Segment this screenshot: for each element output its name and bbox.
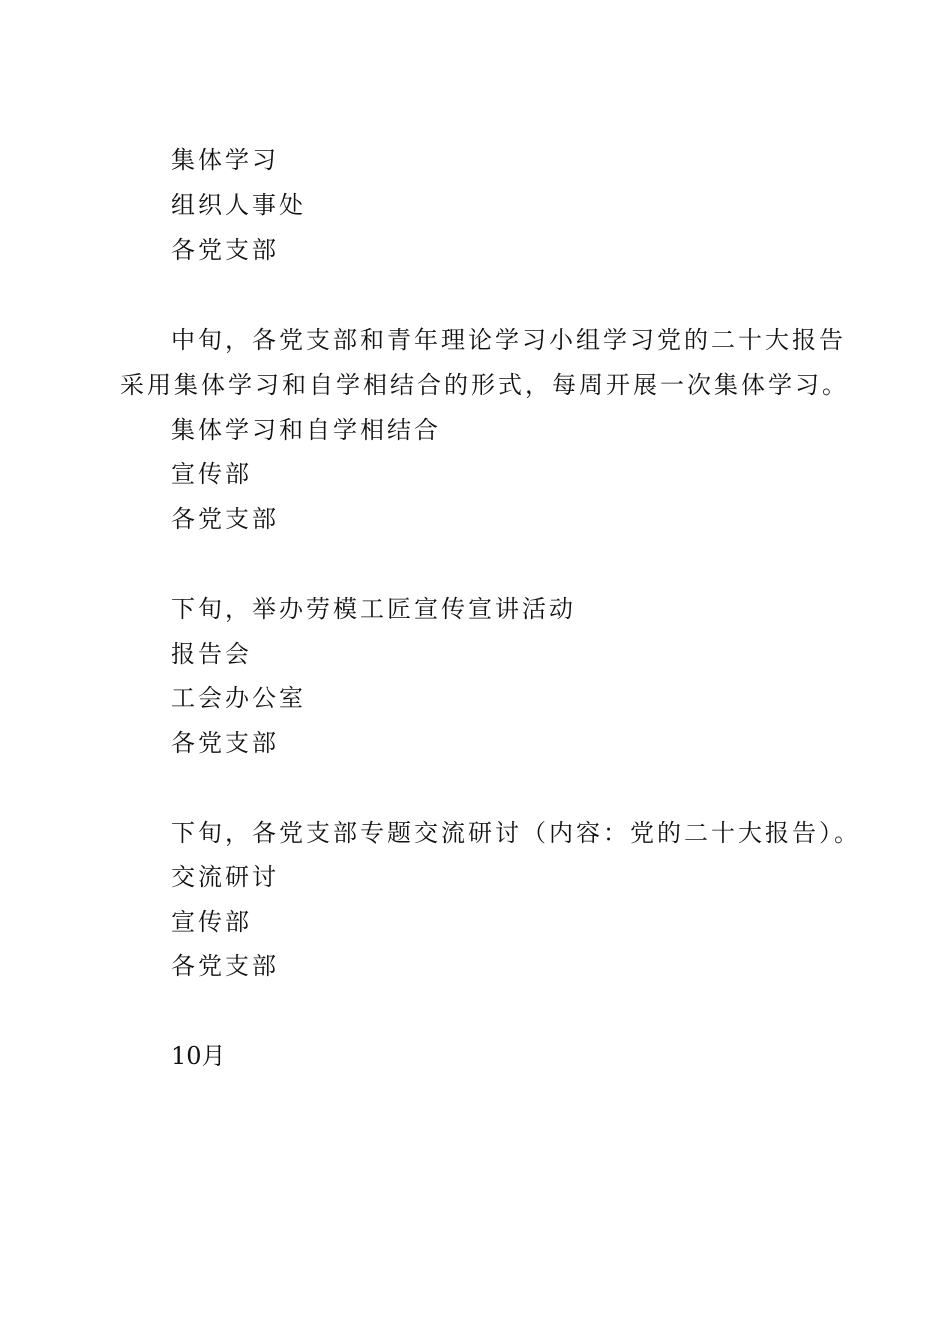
text-line: 宣传部 <box>171 460 252 488</box>
text-line: 交流研讨 <box>171 863 279 891</box>
text-line: 下旬，举办劳模工匠宣传宣讲活动 <box>171 595 576 623</box>
text-line: 各党支部 <box>171 505 279 533</box>
text-line: 工会办公室 <box>171 684 306 712</box>
text-line: 组织人事处 <box>171 191 306 219</box>
text-line: 各党支部 <box>171 729 279 757</box>
text-line: 集体学习 <box>171 146 279 174</box>
text-line: 各党支部 <box>171 952 279 980</box>
month-heading: 10月 <box>171 1042 226 1070</box>
paragraph-first-line: 中旬，各党支部和青年理论学习小组学习党的二十大报告 <box>171 326 846 354</box>
text-line: 下旬，各党支部专题交流研讨（内容：党的二十大报告）。 <box>171 819 861 847</box>
paragraph-wrapped-line: 采用集体学习和自学相结合的形式，每周开展一次集体学习。 <box>120 371 849 399</box>
text-line: 集体学习和自学相结合 <box>171 416 441 444</box>
text-line: 宣传部 <box>171 908 252 936</box>
text-line: 报告会 <box>171 640 252 668</box>
text-line: 各党支部 <box>171 236 279 264</box>
